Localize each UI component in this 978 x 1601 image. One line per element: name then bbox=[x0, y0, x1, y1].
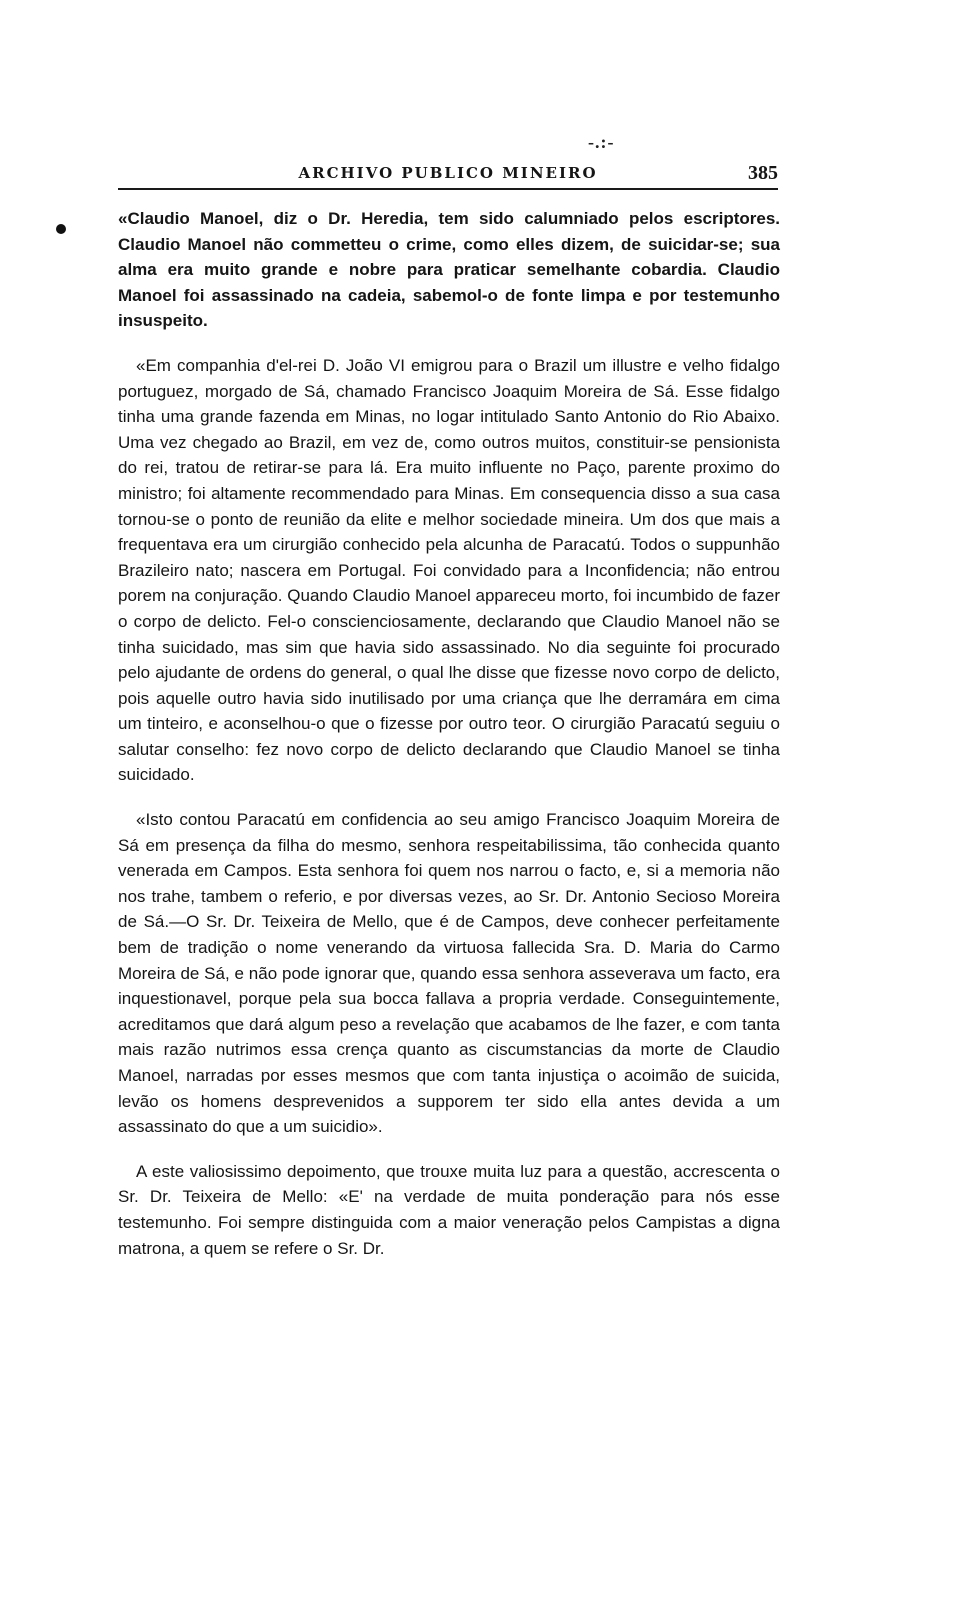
header-ornament: -.:- bbox=[588, 132, 615, 152]
paragraph-1: «Claudio Manoel, diz o Dr. Heredia, tem sido calumniado pelos escriptores. Claudio Manoel não commetteu o crime, como elles dizem, de suicidar-se; sua alma era muito grande e nobre para praticar semelhante cobardia. Claudio Manoel foi assassinado na cadeia, sabemol-o de fonte limpa e por testemunho insuspeito. bbox=[118, 209, 780, 331]
paragraph-3: «Isto contou Paracatú em confidencia ao seu amigo Francisco Joaquim Moreira de Sá em presença da filha do mesmo, senhora respeitabilissima, tão conhecida quanto venerada em Campos. Esta senhora foi quem nos narrou o facto, e, si a memoria não nos trahe, tambem o referio, e por diversas vezes, ao Sr. Dr. Antonio Secioso Moreira de Sá.—O Sr. Dr. Teixeira de Mello, que é de Campos, deve conhecer perfeitamente bem de tradição o nome venerando da virtuosa fallecida Sra. D. Maria do Carmo Moreira de Sá, e não pode ignorar que, quando essa senhora asseverava um facto, era inquestionavel, porque pela sua bocca fallava a propria verdade. Conseguintemente, acreditamos que dará algum peso a revelação que acabamos de lhe fazer, e com tanta mais razão nutrimos essa crença quanto as ciscumstancias da morte de Claudio Manoel, narradas por esses mesmos que com tanta injustiça o acoimão de suicida, levão os homens desprevenidos a supporem ter sido ella antes devida a um assassinato do que a um suicidio». bbox=[118, 810, 780, 1137]
margin-dot bbox=[56, 224, 66, 234]
page-header bbox=[118, 132, 778, 186]
paragraph-4: A este valiosissimo depoimento, que trouxe muita luz para a questão, accrescenta o Sr. Dr. Teixeira de Mello: «E' na verdade de muita ponderação para nós esse testemunho. Foi sempre distinguida com a maior veneração pelos Campistas a digna matrona, a quem se refere o Sr. Dr. bbox=[118, 1161, 780, 1258]
header-rule bbox=[118, 188, 778, 190]
paragraph-2: «Em companhia d'el-rei D. João VI emigrou para o Brazil um illustre e velho fidalgo portuguez, morgado de Sá, chamado Francisco Joaquim Moreira de Sá. Esse fidalgo tinha uma grande fazenda em Minas, no logar intitulado Santo Antonio do Rio Abaixo. Uma vez chegado ao Brazil, em vez de, como outros muitos, constituir-se pensionista do rei, tratou de retirar-se para lá. Era muito influente no Paço, parente proximo do ministro; foi altamente recommendado para Minas. Em consequencia disso a sua casa tornou-se o ponto de reunião da elite e melhor sociedade mineira. Um dos que mais a frequentava era um cirurgião conhecido pela alcunha de Paracatú. Todos o suppunhão Brazileiro nato; nascera em Portugal. Foi convidado para a Inconfidencia; não entrou porem na conjuração. Quando Claudio Manoel appareceu morto, foi incumbido de fazer o corpo de delicto. Fel-o conscienciosamente, declarando que Claudio Manoel não se tinha suicidado, mas sim que havia sido assassinado. No dia seguinte foi procurado pelo ajudante de ordens do general, o qual lhe disse que fizesse novo corpo de delicto, pois aquelle outro havia sido inutilisado por uma criança que lhe derramára em cima um tinteiro, e aconselhou-o que o fizesse por outro teor. O cirurgião Paracatú seguiu o salutar conselho: fez novo corpo de delicto declarando que Claudio Manoel se tinha suicidado. bbox=[118, 355, 780, 785]
page-number: 385 bbox=[748, 162, 778, 184]
running-title: ARCHIVO PUBLICO MINEIRO bbox=[298, 164, 598, 182]
body-text bbox=[118, 206, 780, 1261]
